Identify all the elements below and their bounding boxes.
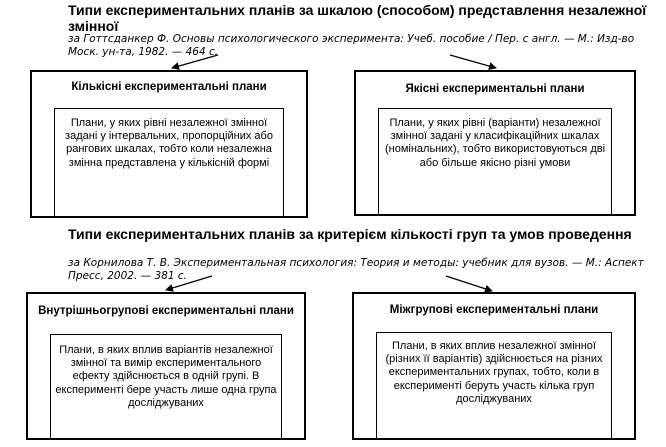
between-group-plans-description-box — [376, 332, 612, 438]
quantitative-plans-title: Кількісні експериментальні плани — [71, 81, 267, 93]
section2-heading: Типи експериментальних планів за критерієм кількості груп та умов проведення — [68, 226, 632, 242]
within-group-plans-description: Плани, в яких вплив варіантів незалежної змінної та вимір експериментального ефекту здійснюється в одній групі. В експерименті бере участь лише одна група досліджуваних — [55, 344, 277, 409]
section1-source: за Готтсданкер Ф. Основы психологического эксперимента: Учеб. пособие / Пер. с англ. — М.: Изд-во Моск. ун-та, 1982. — 464 с. — [68, 33, 635, 58]
between-group-plans-title: Міжгрупові експериментальні плани — [389, 304, 599, 316]
section2-source: за Корнилова Т. В. Экспериментальная психология: Теория и методы: учебник для вузов. — М.: Аспект Пресс, 2002. — 381 с. — [68, 257, 644, 282]
qualitative-plans-description: Плани, у яких рівні (варіанти) незалежної змінної задані у класифікаційних шкалах (номінальних), тобто використовуються дві або більше якісно різні умови — [384, 117, 606, 169]
quantitative-plans-box — [30, 70, 308, 218]
between-group-plans-box — [352, 292, 636, 440]
between-group-plans-description: Плани, в яких вплив незалежної змінної (різних її варіантів) здійснюється на різних експериментальних групах, тобто, коли в експерименті беруть участь кілька груп досліджуваних — [385, 340, 603, 405]
qualitative-plans-description-box — [378, 108, 612, 214]
within-group-plans-title: Внутрішньогрупові експериментальні плани — [38, 305, 294, 317]
quantitative-plans-description-box — [54, 108, 284, 216]
within-group-plans-description-box — [50, 334, 282, 438]
quantitative-plans-description: Плани, у яких рівні незалежної змінної задані у інтервальних, пропорційних або рангових шкалах, тобто коли незалежна змінна представлена у кількісній формі — [65, 117, 273, 169]
within-group-plans-box — [26, 292, 306, 440]
section1-heading: Типи експериментальних планів за шкалою (способом) представлення незалежної змінної — [68, 2, 647, 34]
qualitative-plans-title: Якісні експериментальні плани — [405, 83, 585, 95]
qualitative-plans-box — [354, 70, 636, 216]
